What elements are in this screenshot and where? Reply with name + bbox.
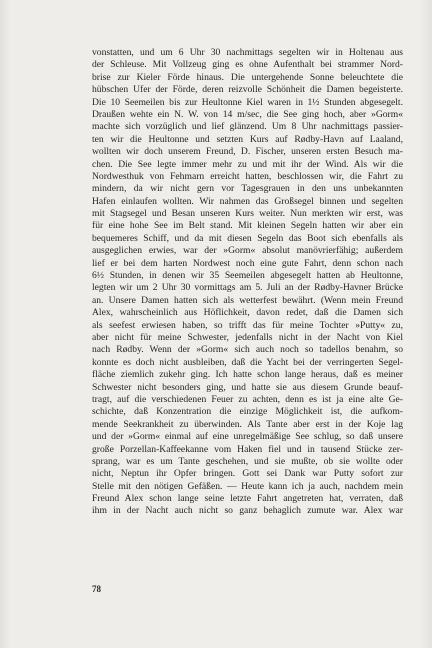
text-line: Stelle mit den nötigen Gefäßen. — Heute kann ich ja auch, nachdem mein bbox=[92, 480, 403, 492]
text-line: große Porzellan-Kaffeekanne vom Haken fiel und in tausend Stücke zer- bbox=[92, 443, 403, 455]
text-line: Hafen einlaufen wollten. Wir nahmen das Großsegel binnen und segelten bbox=[92, 195, 403, 207]
text-line: für eine hohe See im Belt stand. Mit kleinen Segeln hatten wir aber ein bbox=[92, 220, 403, 232]
page-number: 78 bbox=[92, 584, 101, 594]
text-line: chen. Die See legte immer mehr zu und mit ihr der Wind. Als wir die bbox=[92, 158, 403, 170]
text-line: lief er bei dem harten Nordwest noch eine gute Fahrt, denn schon nach bbox=[92, 257, 403, 269]
text-line: hübschen Ufer der Förde, deren reizvolle Schönheit die Damen begeisterte. bbox=[92, 84, 403, 96]
body-text bbox=[92, 47, 403, 518]
text-line: bequemeres Schiff, und da mit diesen Segeln das Boot sich ebenfalls als bbox=[92, 232, 403, 244]
text-line: sprang, war es um Tante geschehen, und sie mußte, ob sie wollte oder bbox=[92, 455, 403, 467]
text-line: wollten wir doch unserem Freund, D. Fischer, unseren ersten Besuch ma- bbox=[92, 146, 403, 158]
text-line: fläche ziemlich zukehr ging. Ich hatte schon lange heraus, daß es meiner bbox=[92, 369, 403, 381]
text-line: machte sich vorzüglich und lief glänzend. Um 8 Uhr nachmittags passier- bbox=[92, 121, 403, 133]
text-line: der Schleuse. Mit Vollzeug ging es ohne Aufenthalt bei strammer Nord- bbox=[92, 59, 403, 71]
text-line: konnte es doch nicht ausbleiben, daß die Yacht bei der verringerten Segel- bbox=[92, 356, 403, 368]
text-line: Schwester nicht besonders ging, und hatte sie aus diesem Grunde beauf- bbox=[92, 381, 403, 393]
text-line: mende Seekrankheit zu überwinden. Als Tante aber erst in der Koje lag bbox=[92, 418, 403, 430]
text-line: brise zur Kieler Förde hinaus. Die untergehende Sonne beleuchtete die bbox=[92, 71, 403, 83]
text-line: aber nicht für meine Schwester, jedenfalls nicht in der Nacht von Kiel bbox=[92, 331, 403, 343]
text-line: mindern, da wir nicht gern vor Tagesgrauen in den uns unbekannten bbox=[92, 183, 403, 195]
text-line: und der »Gorm« einmal auf eine unregelmäßige See schlug, so daß unsere bbox=[92, 431, 403, 443]
text-line: an. Unsere Damen hatten sich als wetterfest bewährt. (Wenn mein Freund bbox=[92, 294, 403, 306]
text-line: ausgeglichen erwies, war der »Gorm« absolut manövrierfähig; außerdem bbox=[92, 245, 403, 257]
text-line: Die 10 Seemeilen bis zur Heultonne Kiel waren in 1½ Stunden abgesegelt. bbox=[92, 96, 403, 108]
text-line: schichte, daß Konzentration die einzige Möglichkeit ist, die aufkom- bbox=[92, 406, 403, 418]
text-line: legten wir um 2 Uhr 30 vormittags am 5. Juli an der Rødby-Havner Brücke bbox=[92, 282, 403, 294]
text-line: ten wir die Heultonne und setzten Kurs auf Rødby-Havn auf Laaland, bbox=[92, 133, 403, 145]
text-line: mit Stagsegel und Besan unseren Kurs weiter. Nun merkten wir erst, was bbox=[92, 208, 403, 220]
text-line: tragt, auf die verschiedenen Feuer zu achten, denn es ist ja eine alte Ge- bbox=[92, 393, 403, 405]
text-line: Draußen wehte ein N. W. von 14 m/sec, die See ging hoch, aber »Gorm« bbox=[92, 108, 403, 120]
text-line: nach Rødby. Wenn der »Gorm« sich auch noch so tadellos benahm, so bbox=[92, 344, 403, 356]
text-line: nicht, Neptun ihr Opfer bringen. Gott sei Dank war Putty sofort zur bbox=[92, 468, 403, 480]
text-line: Nordwesthuk von Fehmarn erreicht hatten, beschlossen wir, die Fahrt zu bbox=[92, 170, 403, 182]
text-line: als seefest erwiesen haben, so trifft das für meine Tochter »Putty« zu, bbox=[92, 319, 403, 331]
text-line: Freund Alex schon lange seine letzte Fahrt angetreten hat, verraten, daß bbox=[92, 493, 403, 505]
text-line: 6½ Stunden, in denen wir 35 Seemeilen abgesegelt hatten ab Heultonne, bbox=[92, 270, 403, 282]
text-line: Alex, wahrscheinlich aus Höflichkeit, davon redet, daß die Damen sich bbox=[92, 307, 403, 319]
text-line: vonstatten, und um 6 Uhr 30 nachmittags segelten wir in Holtenau aus bbox=[92, 47, 403, 58]
text-line: ihm in der Nacht auch nicht so ganz behaglich zumute war. Alex war bbox=[92, 505, 403, 517]
